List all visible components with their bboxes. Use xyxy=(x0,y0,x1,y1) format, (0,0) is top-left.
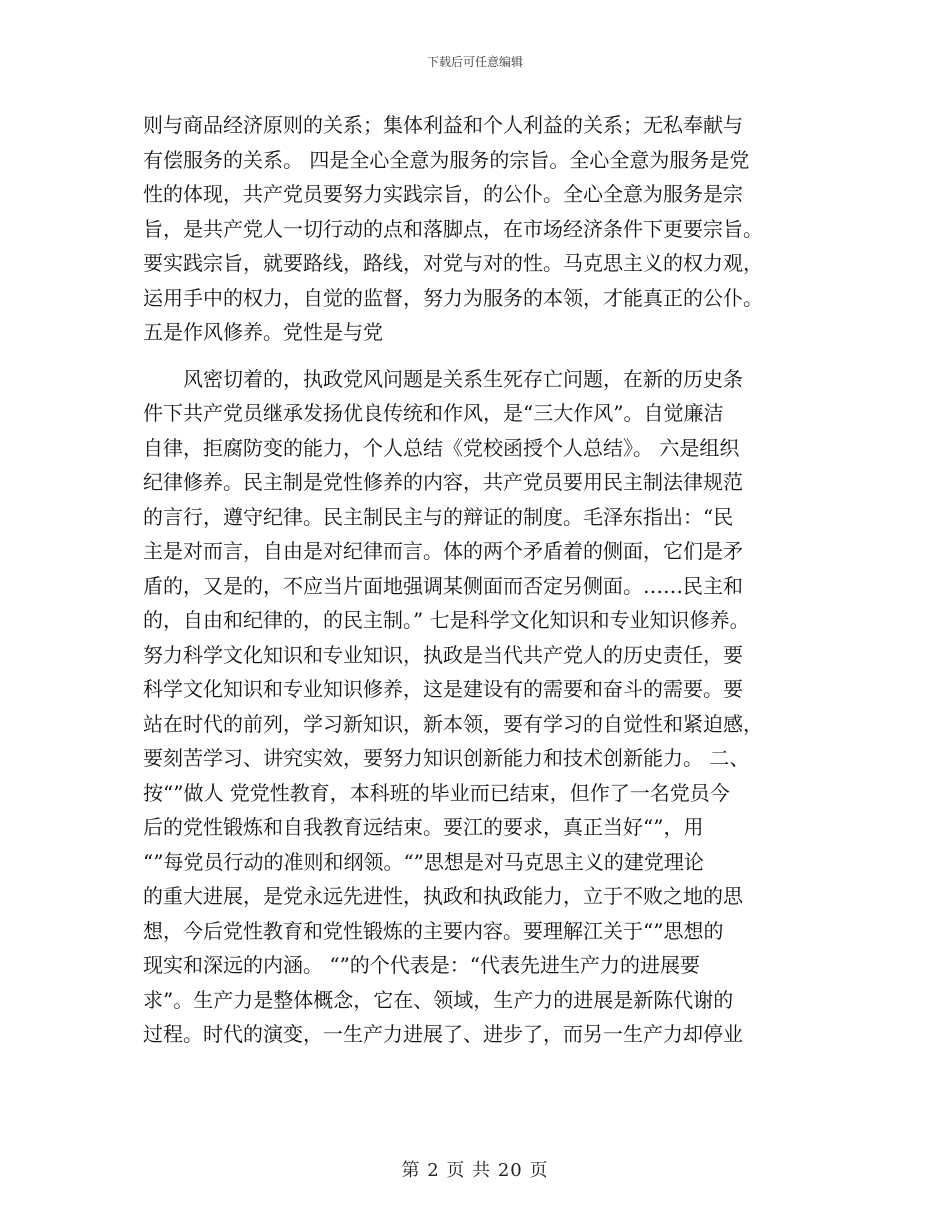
text-line: 五是作风修养。党性是与党 xyxy=(143,320,383,344)
document-body xyxy=(143,108,843,1052)
text-line: 要实践宗旨，就要路线，路线，对党与对的性。马克思主义的权力观， xyxy=(143,251,763,275)
text-line: 自律，拒腐防变的能力，个人总结《党校函授个人总结》。 六是组织 xyxy=(143,435,740,460)
text-line: 后的党性锻炼和自我教育远结束。要江的要求，真正当好“”，用 xyxy=(143,815,704,839)
paragraph-1 xyxy=(143,108,843,350)
text-line: 站在时代的前列，学习新知识，新本领，要有学习的自觉性和紧迫感， xyxy=(143,711,763,736)
text-line: 件下共产党员继承发扬优良传统和作风，是“三大作风”。自觉廉洁 xyxy=(143,401,724,425)
text-line: 盾的，又是的，不应当片面地强调某侧面而否定另侧面。……民主和 xyxy=(143,573,743,598)
page-header: 下载后可任意编辑 xyxy=(426,55,523,69)
text-line: 旨，是共产党人一切行动的点和落脚点，在市场经济条件下更要宗旨。 xyxy=(143,216,763,241)
text-line: 想，今后党性教育和党性锻炼的主要内容。要理解江关于“”思想的 xyxy=(143,918,724,943)
text-line: 的，自由和纪律的，的民主制。” 七是科学文化知识和专业知识修养。 xyxy=(143,608,750,632)
text-line: 现实和深远的内涵。 “”的个代表是：“代表先进生产力的进展要 xyxy=(143,953,701,977)
text-line: 求”。生产力是整体概念，它在、领域，生产力的进展是新陈代谢的 xyxy=(143,987,734,1012)
text-line: 过程。时代的演变，一生产力进展了、进步了，而另一生产力却停业 xyxy=(143,1022,743,1046)
text-line: 性的体现，共产党员要努力实践宗旨，的公仆。全心全意为服务是宗 xyxy=(143,182,743,206)
text-line: 风密切着的，执政党风问题是关系生死存亡问题，在新的历史条 xyxy=(183,366,743,391)
page-number: 第 2 页 共 20 页 xyxy=(401,1160,549,1181)
text-line: 有偿服务的关系。 四是全心全意为服务的宗旨。全心全意为服务是党 xyxy=(143,147,750,172)
text-line: 运用手中的权力，自觉的监督，努力为服务的本领，才能真正的公仆。 xyxy=(143,285,763,310)
text-line: 主是对而言，自由是对纪律而言。体的两个矛盾着的侧面，它们是矛 xyxy=(143,539,743,563)
text-line: 要刻苦学习、讲究实效，要努力知识创新能力和技术创新能力。 二、 xyxy=(143,746,750,770)
text-line: 努力科学文化知识和专业知识，执政是当代共产党人的历史责任，要 xyxy=(143,642,743,667)
text-line: 的重大进展，是党永远先进性，执政和执政能力，立于不败之地的思 xyxy=(143,884,743,908)
text-line: 科学文化知识和专业知识修养，这是建设有的需要和奋斗的需要。要 xyxy=(143,677,743,701)
text-line: 的言行，遵守纪律。民主制民主与的辩证的制度。毛泽东指出：“民 xyxy=(143,504,734,529)
text-line: 纪律修养。民主制是党性修养的内容，共产党员要用民主制法律规范 xyxy=(143,470,743,494)
paragraph-gap xyxy=(143,350,843,362)
text-line: 则与商品经济原则的关系；集体利益和个人利益的关系；无私奉献与 xyxy=(143,113,743,137)
paragraph-2 xyxy=(143,362,843,1052)
text-line: 按“”做人 党党性教育，本科班的毕业而已结束，但作了一名党员今 xyxy=(143,780,730,805)
text-line: “”每党员行动的准则和纲领。“”思想是对马克思主义的建党理论 xyxy=(143,849,704,874)
